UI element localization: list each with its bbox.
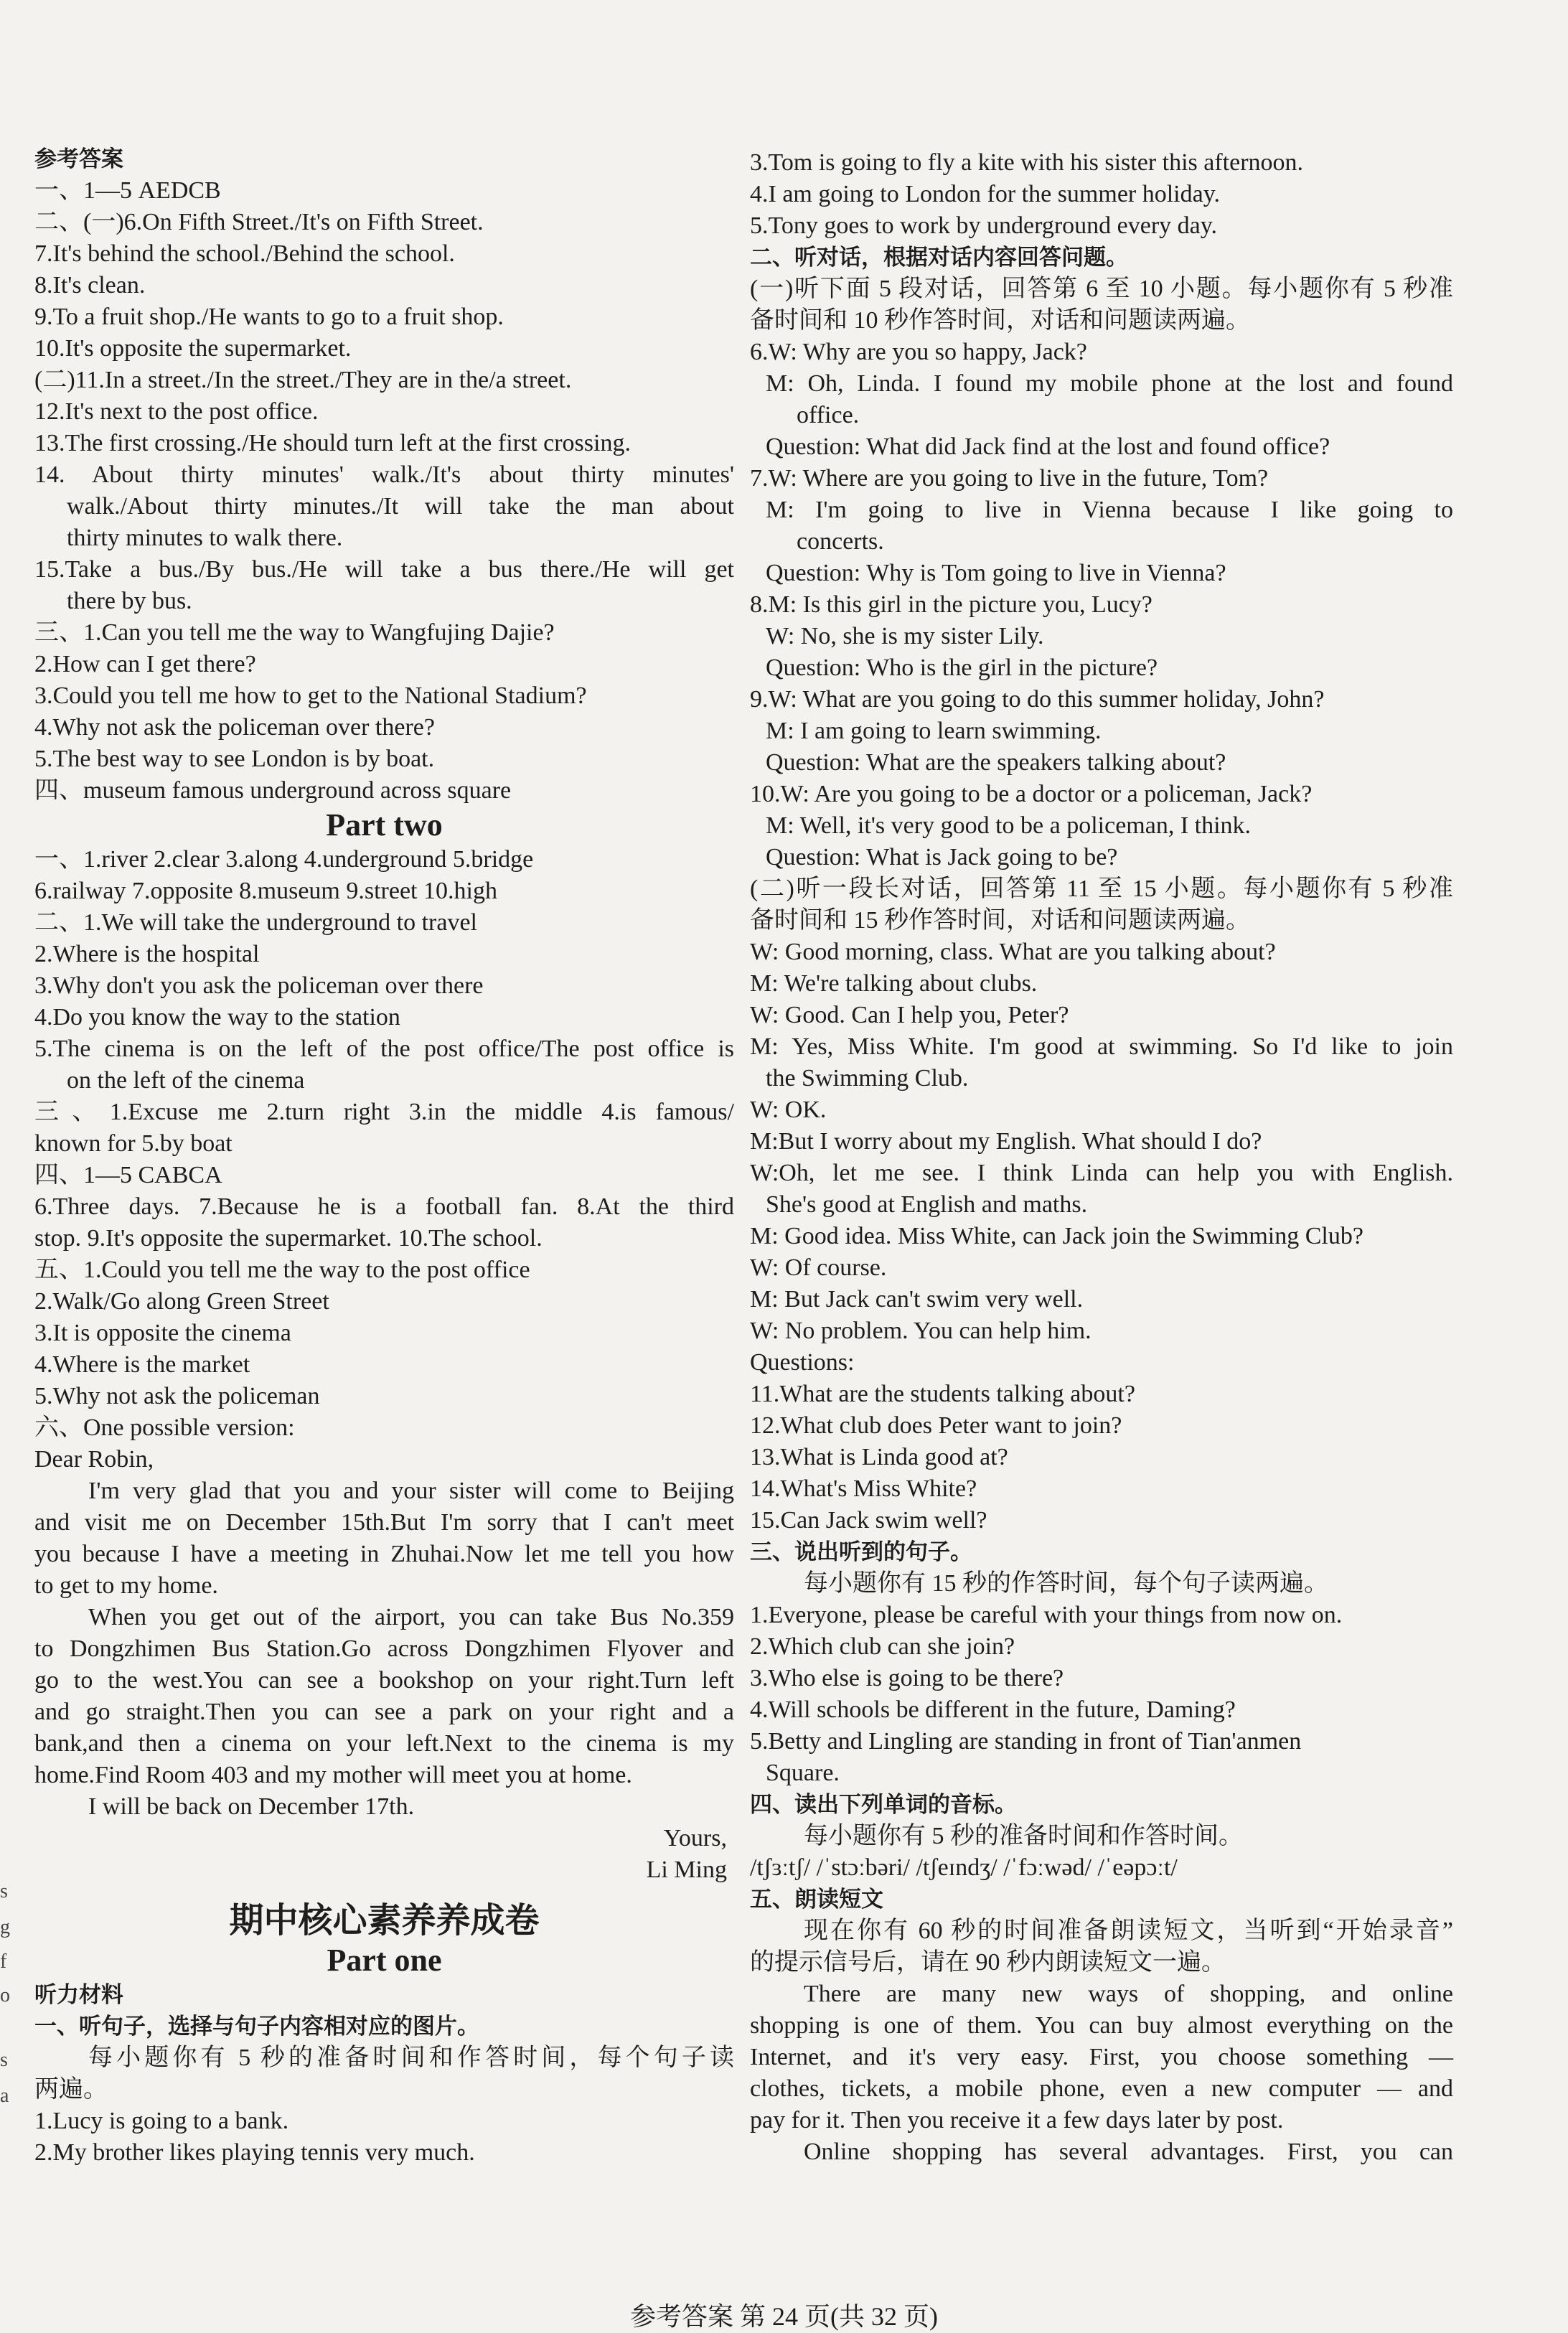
right-line: 13.What is Linda good at? [750, 1444, 1008, 1470]
left-line: 6.Three days. 7.Because he is a football fan. 8.At the third [34, 1193, 734, 1220]
left-line: 5.Why not ask the policeman [34, 1383, 320, 1409]
left-line: 4.Where is the market [34, 1351, 250, 1378]
right-line: 每小题你有 5 秒的准备时间和作答时间。 [804, 1823, 1243, 1849]
right-line: 三、说出听到的句子。 [750, 1539, 972, 1565]
left-line: thirty minutes to walk there. [67, 525, 343, 551]
left-line: home.Find Room 403 and my mother will meet you at home. [34, 1762, 632, 1788]
right-line: concerts. [797, 528, 884, 555]
left-line: Dear Robin, [34, 1446, 154, 1473]
left-line: walk./About thirty minutes./It will take the man about [67, 493, 734, 520]
right-line: shopping is one of them. You can buy almost everything on the [750, 2012, 1453, 2039]
right-line: 5.Betty and Lingling are standing in front of Tian'anmen [750, 1728, 1302, 1755]
left-line: 6.railway 7.opposite 8.museum 9.street 10.high [34, 878, 497, 904]
left-column [34, 144, 734, 2169]
left-line: 14. About thirty minutes' walk./It's about thirty minutes' [34, 461, 734, 488]
left-line: 二、1.We will take the underground to travel [34, 909, 477, 936]
right-line: Square. [766, 1760, 840, 1786]
right-line: Question: Why is Tom going to live in Vienna? [766, 560, 1226, 586]
right-line: W: Good. Can I help you, Peter? [750, 1002, 1069, 1028]
right-line: W: Good morning, class. What are you talking about? [750, 939, 1276, 965]
left-line: 2.How can I get there? [34, 651, 256, 677]
left-line: known for 5.by boat [34, 1130, 233, 1157]
right-line: Question: Who is the girl in the picture? [766, 654, 1158, 681]
right-line: Question: What is Jack going to be? [766, 844, 1118, 870]
left-line: go to the west.You can see a bookshop on your right.Turn left [34, 1667, 734, 1694]
margin-mark: g [0, 1916, 10, 1938]
left-line: to Dongzhimen Bus Station.Go across Dongzhimen Flyover and [34, 1635, 734, 1662]
left-line: and go straight.Then you can see a park on your right and a [34, 1699, 734, 1725]
right-line: 五、朗读短文 [750, 1887, 883, 1912]
margin-mark: f [0, 1951, 7, 1973]
right-line: 二、听对话，根据对话内容回答问题。 [750, 245, 1128, 271]
left-line: 3.It is opposite the cinema [34, 1320, 291, 1346]
left-line: 一、1.river 2.clear 3.along 4.underground 5.bridge [34, 846, 534, 873]
left-line: 13.The first crossing./He should turn left at the first crossing. [34, 430, 631, 456]
left-line: there by bus. [67, 588, 192, 614]
right-line: /tʃɜːtʃ/ /ˈstɔːbəri/ /tʃeɪndʒ/ /ˈfɔːwəd/ /ˈeəpɔːt/ [750, 1854, 1178, 1881]
right-column [750, 147, 1453, 2168]
right-line: W: Of course. [750, 1254, 887, 1281]
left-line: 5.The best way to see London is by boat. [34, 746, 435, 772]
left-line: 四、1—5 CABCA [34, 1162, 222, 1188]
right-line: 3.Who else is going to be there? [750, 1665, 1064, 1691]
left-line: Part two [326, 807, 443, 842]
left-line: and visit me on December 15th.But I'm sorry that I can't meet [34, 1509, 734, 1536]
right-line: 3.Tom is going to fly a kite with his sister this afternoon. [750, 149, 1304, 176]
left-line: 听力材料 [34, 1982, 123, 2008]
right-line: (二)听一段长对话，回答第 11 至 15 小题。每小题你有 5 秒准 [750, 876, 1453, 902]
right-line: Question: What are the speakers talking about? [766, 749, 1226, 776]
left-line: 10.It's opposite the supermarket. [34, 335, 352, 362]
left-line: 3.Why don't you ask the policeman over there [34, 972, 484, 999]
right-line: Internet, and it's very easy. First, you choose something — [750, 2044, 1453, 2070]
left-line: I will be back on December 17th. [88, 1793, 415, 1820]
right-line: M: We're talking about clubs. [750, 970, 1038, 997]
right-line: 的提示信号后，请在 90 秒内朗读短文一遍。 [750, 1949, 1226, 1976]
right-line: M: Oh, Linda. I found my mobile phone at the lost and found [766, 370, 1453, 397]
right-line: M: I am going to learn swimming. [766, 718, 1102, 744]
right-line: (一)听下面 5 段对话，回答第 6 至 10 小题。每小题你有 5 秒准 [750, 276, 1453, 302]
right-line: 10.W: Are you going to be a doctor or a policeman, Jack? [750, 781, 1313, 807]
left-line: 参考答案 [34, 146, 123, 172]
right-line: 14.What's Miss White? [750, 1475, 977, 1502]
right-line: 6.W: Why are you so happy, Jack? [750, 339, 1087, 365]
margin-mark: o [0, 1984, 10, 2006]
margin-mark: s [0, 1880, 8, 1902]
right-line: Online shopping has several advantages. First, you can [804, 2139, 1453, 2165]
left-line: Part one [327, 1943, 442, 1978]
left-line: 15.Take a bus./By bus./He will take a bus there./He will get [34, 556, 734, 583]
left-line: 三、1.Can you tell me the way to Wangfujing Dajie? [34, 619, 555, 646]
left-line: 五、1.Could you tell me the way to the post office [34, 1257, 530, 1283]
right-line: W:Oh, let me see. I think Linda can help you with English. [750, 1160, 1453, 1186]
right-line: 四、读出下列单词的音标。 [750, 1792, 1017, 1818]
margin-mark: s [0, 2049, 8, 2071]
left-line: 2.Walk/Go along Green Street [34, 1288, 329, 1315]
left-line: 每小题你有 5 秒的准备时间和作答时间，每个句子读 [88, 2045, 734, 2071]
right-line: 现在你有 60 秒的时间准备朗读短文，当听到“开始录音” [804, 1917, 1453, 1944]
left-line: 4.Do you know the way to the station [34, 1004, 400, 1031]
left-line: 5.The cinema is on the left of the post office/The post office is [34, 1036, 734, 1062]
right-line: office. [797, 402, 860, 428]
page-footer: 参考答案 第 24 页(共 32 页) [630, 2302, 938, 2331]
left-line: Li Ming [646, 1856, 727, 1883]
margin-mark: a [0, 2085, 9, 2107]
left-line: 二、(一)6.On Fifth Street./It's on Fifth Street. [34, 209, 484, 235]
right-line: M: I'm going to live in Vienna because I like going to [766, 497, 1453, 523]
right-line: 7.W: Where are you going to live in the future, Tom? [750, 465, 1269, 492]
left-line: 两遍。 [34, 2076, 108, 2103]
right-line: 4.I am going to London for the summer holiday. [750, 181, 1221, 207]
left-line: (二)11.In a street./In the street./They are in the/a street. [34, 367, 572, 393]
left-line: 12.It's next to the post office. [34, 398, 319, 425]
right-line: There are many new ways of shopping, and online [804, 1981, 1453, 2007]
left-line: 一、1—5 AEDCB [34, 177, 221, 204]
right-line: M: Yes, Miss White. I'm good at swimming. So I'd like to join [750, 1033, 1453, 1060]
left-line: Yours, [663, 1825, 727, 1851]
left-line: 9.To a fruit shop./He wants to go to a fruit shop. [34, 304, 504, 330]
right-line: 1.Everyone, please be careful with your things from now on. [750, 1602, 1343, 1628]
right-line: 12.What club does Peter want to join? [750, 1412, 1122, 1439]
right-line: W: No problem. You can help him. [750, 1318, 1092, 1344]
right-line: the Swimming Club. [766, 1065, 969, 1092]
right-line: M: But Jack can't swim very well. [750, 1286, 1084, 1313]
left-line: stop. 9.It's opposite the supermarket. 10.The school. [34, 1225, 543, 1252]
right-line: 备时间和 10 秒作答时间，对话和问题读两遍。 [750, 307, 1250, 334]
right-line: 2.Which club can she join? [750, 1633, 1015, 1660]
right-line: 5.Tony goes to work by underground every day. [750, 212, 1218, 239]
left-line: I'm very glad that you and your sister will come to Beijing [88, 1478, 734, 1504]
left-line: 8.It's clean. [34, 272, 146, 299]
left-line: 3.Could you tell me how to get to the National Stadium? [34, 682, 587, 709]
left-line: bank,and then a cinema on your left.Next to the cinema is my [34, 1730, 734, 1757]
left-line: 期中核心素养养成卷 [229, 1900, 540, 1940]
left-line: 一、听句子，选择与句子内容相对应的图片。 [34, 2014, 479, 2039]
right-line: 15.Can Jack swim well? [750, 1507, 987, 1534]
right-line: M: Good idea. Miss White, can Jack join the Swimming Club? [750, 1223, 1363, 1249]
left-line: 1.Lucy is going to a bank. [34, 2108, 289, 2134]
right-line: 每小题你有 15 秒的作答时间，每个句子读两遍。 [804, 1570, 1328, 1597]
left-line: 六、One possible version: [34, 1414, 295, 1441]
left-line: on the left of the cinema [67, 1067, 305, 1094]
right-line: pay for it. Then you receive it a few days later by post. [750, 2107, 1284, 2134]
left-line: 2.Where is the hospital [34, 941, 260, 967]
left-line: you because I have a meeting in Zhuhai.Now let me tell you how [34, 1541, 734, 1567]
right-line: 备时间和 15 秒作答时间，对话和问题读两遍。 [750, 907, 1250, 934]
left-line: 四、museum famous underground across square [34, 777, 512, 804]
left-line: 4.Why not ask the policeman over there? [34, 714, 435, 741]
right-line: She's good at English and maths. [766, 1191, 1088, 1218]
right-line: W: No, she is my sister Lily. [766, 623, 1044, 649]
right-line: 4.Will schools be different in the future, Daming? [750, 1696, 1236, 1723]
left-line: 7.It's behind the school./Behind the school. [34, 240, 455, 267]
right-line: 11.What are the students talking about? [750, 1381, 1135, 1407]
right-line: 9.W: What are you going to do this summer holiday, John? [750, 686, 1325, 713]
right-line: Question: What did Jack find at the lost and found office? [766, 433, 1330, 460]
left-line: When you get out of the airport, you can take Bus No.359 [88, 1604, 734, 1630]
left-line: to get to my home. [34, 1572, 218, 1599]
left-line: 2.My brother likes playing tennis very much. [34, 2139, 475, 2166]
right-line: W: OK. [750, 1097, 827, 1123]
left-line: 三、1.Excuse me 2.turn right 3.in the middle 4.is famous/ [34, 1099, 734, 1125]
right-line: M: Well, it's very good to be a policeman, I think. [766, 812, 1252, 839]
right-line: M:But I worry about my English. What should I do? [750, 1128, 1262, 1155]
right-line: 8.M: Is this girl in the picture you, Lucy? [750, 591, 1152, 618]
right-line: Questions: [750, 1349, 855, 1376]
right-line: clothes, tickets, a mobile phone, even a new computer — and [750, 2075, 1453, 2102]
